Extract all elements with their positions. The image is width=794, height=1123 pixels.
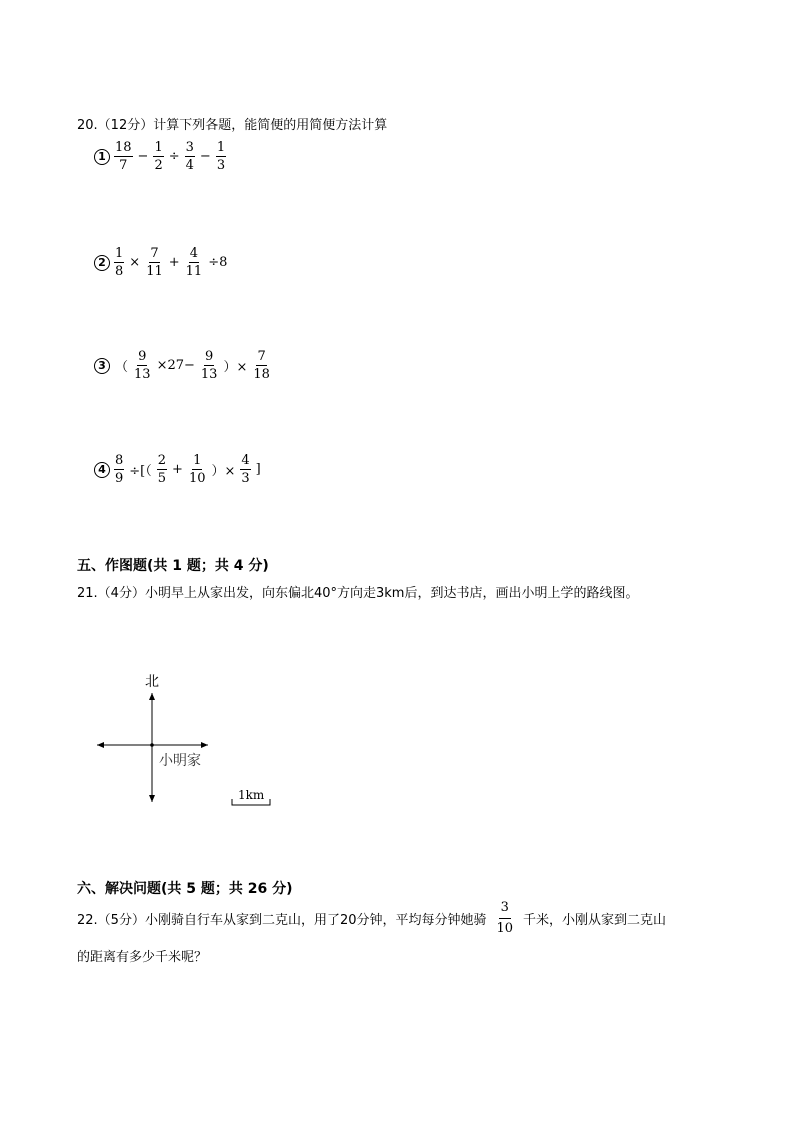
numerator: 1 <box>115 246 124 261</box>
fraction <box>114 453 124 486</box>
fraction <box>188 453 207 486</box>
fraction <box>157 453 167 486</box>
item-number-circle: 3 <box>94 358 110 374</box>
fraction <box>145 246 164 279</box>
fraction <box>114 246 124 279</box>
fraction <box>114 140 133 173</box>
denominator: 9 <box>115 471 124 486</box>
numerator: 9 <box>205 349 214 364</box>
numerator: 1 <box>216 140 226 155</box>
operator: + <box>168 255 180 270</box>
operator: （ <box>115 360 129 375</box>
question-20-title: 20.（12分）计算下列各题，能简便的用简便方法计算 <box>77 118 388 133</box>
denominator: 11 <box>185 264 203 279</box>
denominator: 18 <box>253 367 270 382</box>
fraction <box>240 453 250 486</box>
north-label: 北 <box>145 674 159 690</box>
denominator: 11 <box>146 264 163 279</box>
question-21-text: 21.（4分）小明早上从家出发，向东偏北40°方向走3km后，到达书店，画出小明上学的路线图。 <box>77 586 639 601</box>
numerator: 1 <box>193 453 202 468</box>
operator: ×27− <box>156 358 195 373</box>
operator: ÷8 <box>208 255 228 270</box>
operator: ）× <box>223 360 248 375</box>
question-22-text-after: 千米，小刚从家到二克山 <box>523 913 667 928</box>
denominator: 7 <box>119 158 128 173</box>
denominator: 3 <box>241 471 250 486</box>
operator: − <box>137 149 149 164</box>
item-number-circle: 2 <box>94 255 110 271</box>
expression-1 <box>94 140 228 173</box>
question-22-line2: 的距离有多少千米呢？ <box>77 950 208 965</box>
numerator: 4 <box>189 246 199 261</box>
fraction-denominator: 10 <box>496 921 514 936</box>
numerator: 4 <box>241 453 250 468</box>
numerator: 18 <box>115 140 132 155</box>
denominator: 4 <box>185 158 194 173</box>
home-label: 小明家 <box>159 753 201 769</box>
question-22-line1 <box>77 900 666 937</box>
home-point <box>150 743 154 747</box>
denominator: 10 <box>188 471 206 486</box>
fraction <box>216 140 226 173</box>
operator: + <box>172 462 183 477</box>
expression-2 <box>94 246 230 279</box>
expression-3 <box>94 349 273 382</box>
operator: ] <box>255 462 261 477</box>
operator: × <box>129 255 141 270</box>
fraction-numerator: 3 <box>499 900 511 919</box>
numerator: 1 <box>154 140 163 155</box>
item-number-circle: 4 <box>94 462 110 478</box>
denominator: 8 <box>115 264 124 279</box>
denominator: 13 <box>200 367 218 382</box>
fraction <box>252 349 271 382</box>
fraction <box>200 349 219 382</box>
denominator: 2 <box>154 158 163 173</box>
numerator: 7 <box>257 349 266 364</box>
fraction <box>185 140 195 173</box>
operator: ）× <box>211 464 236 479</box>
denominator: 3 <box>216 158 226 173</box>
denominator: 13 <box>134 367 151 382</box>
numerator: 8 <box>115 453 124 468</box>
scale-label: 1km <box>238 788 265 802</box>
operator: − <box>199 149 211 164</box>
question-22-text-before: 22.（5分）小刚骑自行车从家到二克山，用了20分钟，平均每分钟她骑 <box>77 913 487 928</box>
numerator: 9 <box>138 349 147 364</box>
operator: ÷ <box>168 149 180 164</box>
operator: ÷[（ <box>129 464 152 479</box>
fraction <box>153 140 163 173</box>
section-5-title: 五、作图题(共 1 题；共 4 分) <box>77 558 269 574</box>
question-22-fraction <box>495 900 516 937</box>
section-6-title: 六、解决问题(共 5 题；共 26 分) <box>77 881 293 897</box>
denominator: 5 <box>157 471 167 486</box>
numerator: 3 <box>185 140 194 155</box>
numerator: 7 <box>150 246 159 261</box>
item-number-circle: 1 <box>94 149 110 165</box>
fraction <box>185 246 204 279</box>
fraction <box>133 349 152 382</box>
expression-4 <box>94 453 264 486</box>
numerator: 2 <box>157 453 167 468</box>
